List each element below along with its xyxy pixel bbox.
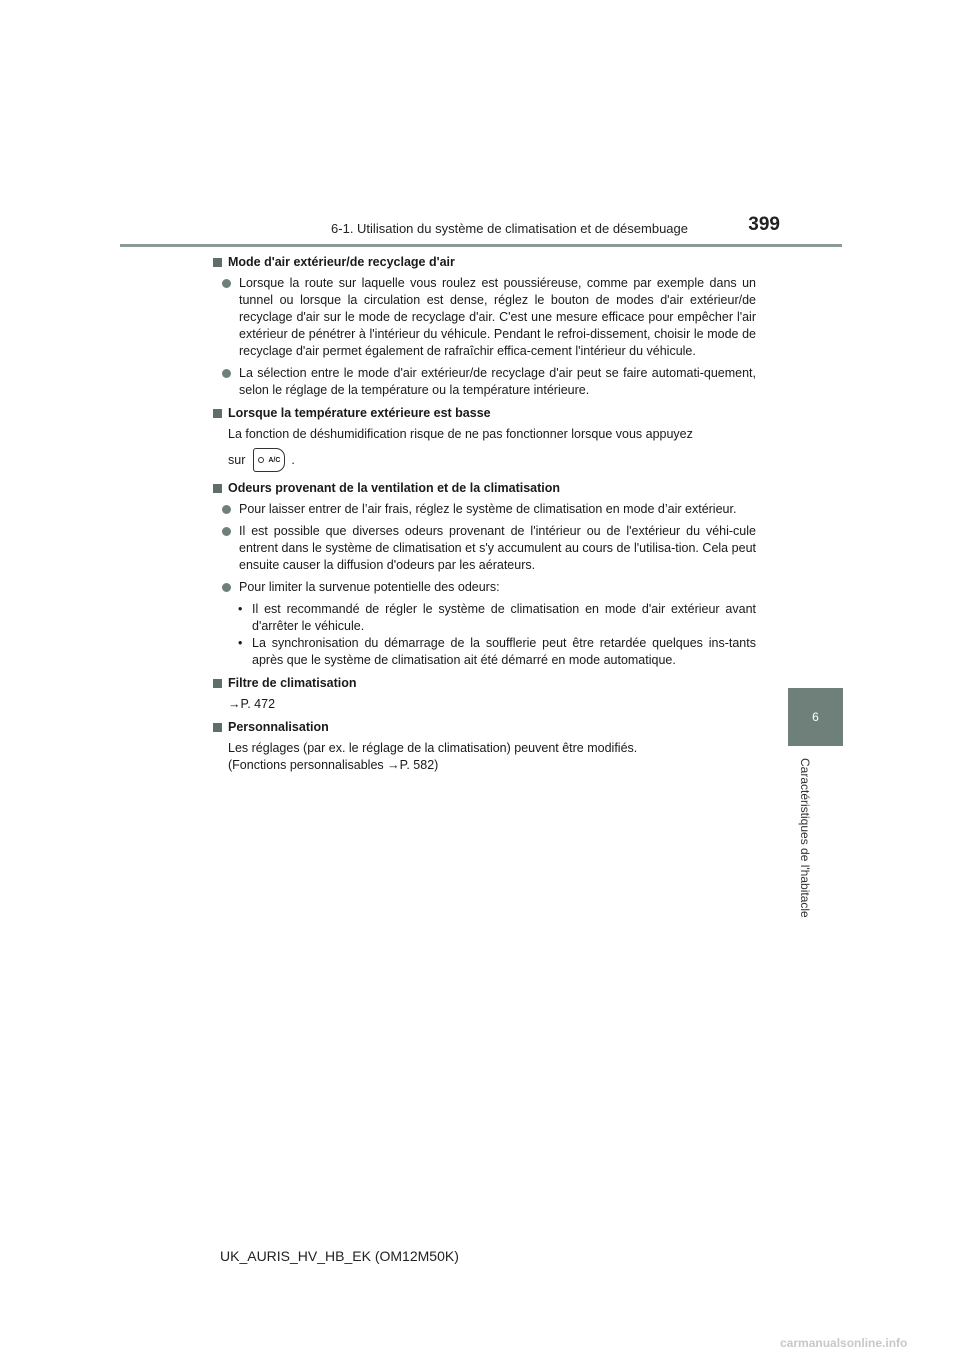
round-bullet-icon <box>222 369 231 378</box>
page-reference-link[interactable]: (Fonctions personnalisables →P. 582) <box>228 758 439 772</box>
page-reference-link[interactable]: →P. 472 <box>228 697 276 711</box>
indicator-light-icon <box>258 457 264 463</box>
chapter-tab-label: Caractéristiques de l'habitacle <box>798 758 812 918</box>
list-item: La sélection entre le mode d'air extérieur/de recyclage d'air peut se faire automati-quement, selon le réglage de la température ou la température intérieure. <box>222 365 756 399</box>
page-content <box>210 254 756 780</box>
sub-list-item: • La synchronisation du démarrage de la soufflerie peut être retardée quelques ins-tants après que le système de climatisation ait été démarré en mode automatique. <box>238 636 756 667</box>
section-filtre <box>210 675 756 713</box>
section-title: 6-1. Utilisation du système de climatisation et de désembuage <box>331 221 688 236</box>
square-bullet-icon <box>213 484 222 493</box>
list-item: Pour laisser entrer de l’air frais, réglez le système de climatisation en mode d’air extérieur. <box>222 501 756 518</box>
section-heading: Personnalisation <box>228 720 329 734</box>
section-mode-air <box>210 254 756 399</box>
paragraph: Les réglages (par ex. le réglage de la climatisation) peuvent être modifiés. <box>228 741 638 755</box>
section-odeurs <box>210 480 756 669</box>
round-bullet-icon <box>222 527 231 536</box>
chapter-tab <box>788 748 843 1248</box>
square-bullet-icon <box>213 409 222 418</box>
list-item: Lorsque la route sur laquelle vous roulez est poussiéreuse, comme par exemple dans un tunnel ou lorsque la circulation est dense, réglez le bouton de modes d'air extérieur/de recyclage d'air sur le mode de recyclage d'air. C'est une mesure efficace pour empêcher l'air extérieur de pénétrer à l'intérieur du véhicule. Pendant le refroi-dissement, choisir le mode de recyclage d'air permet également de rafraîchir effica-cement l'intérieur du véhicule. <box>222 275 756 360</box>
list-item: Pour limiter la survenue potentielle des odeurs: <box>222 579 756 596</box>
section-heading: Lorsque la température extérieure est basse <box>228 406 491 420</box>
ac-button-icon: A/C <box>253 448 285 472</box>
chapter-tab-number: 6 <box>788 688 843 746</box>
section-heading: Odeurs provenant de la ventilation et de la climatisation <box>228 481 561 495</box>
square-bullet-icon <box>213 723 222 732</box>
sub-list-item: • Il est recommandé de régler le système de climatisation en mode d'air extérieur avant d'arrêter le véhicule. <box>238 602 756 633</box>
section-heading: Filtre de climatisation <box>228 676 357 690</box>
round-bullet-icon <box>222 279 231 288</box>
section-perso <box>210 719 756 774</box>
round-bullet-icon <box>222 505 231 514</box>
list-item: Il est possible que diverses odeurs provenant de l'intérieur ou de l'extérieur du véhi-cule entrent dans le système de climatisation et s'y accumulent au cours de l'utilisa-tion. Cela peut ensuite causer la diffusion d'odeurs par les aérateurs. <box>222 523 756 574</box>
section-temp-basse: Lorsque la température extérieure est basse La fonction de déshumidification risque de ne pas fonctionner lorsque vous appuyez sur A/C . <box>210 405 756 472</box>
watermark: carmanualsonline.info <box>780 1336 908 1350</box>
paragraph: La fonction de déshumidification risque de ne pas fonctionner lorsque vous appuyez <box>228 427 693 441</box>
paragraph-continuation: sur <box>228 452 246 467</box>
section-heading: Mode d'air extérieur/de recyclage d'air <box>228 255 455 269</box>
header-divider <box>120 244 842 247</box>
round-bullet-icon <box>222 583 231 592</box>
square-bullet-icon <box>213 258 222 267</box>
document-code: UK_AURIS_HV_HB_EK (OM12M50K) <box>220 1248 459 1264</box>
page-number: 399 <box>748 214 780 235</box>
square-bullet-icon <box>213 679 222 688</box>
